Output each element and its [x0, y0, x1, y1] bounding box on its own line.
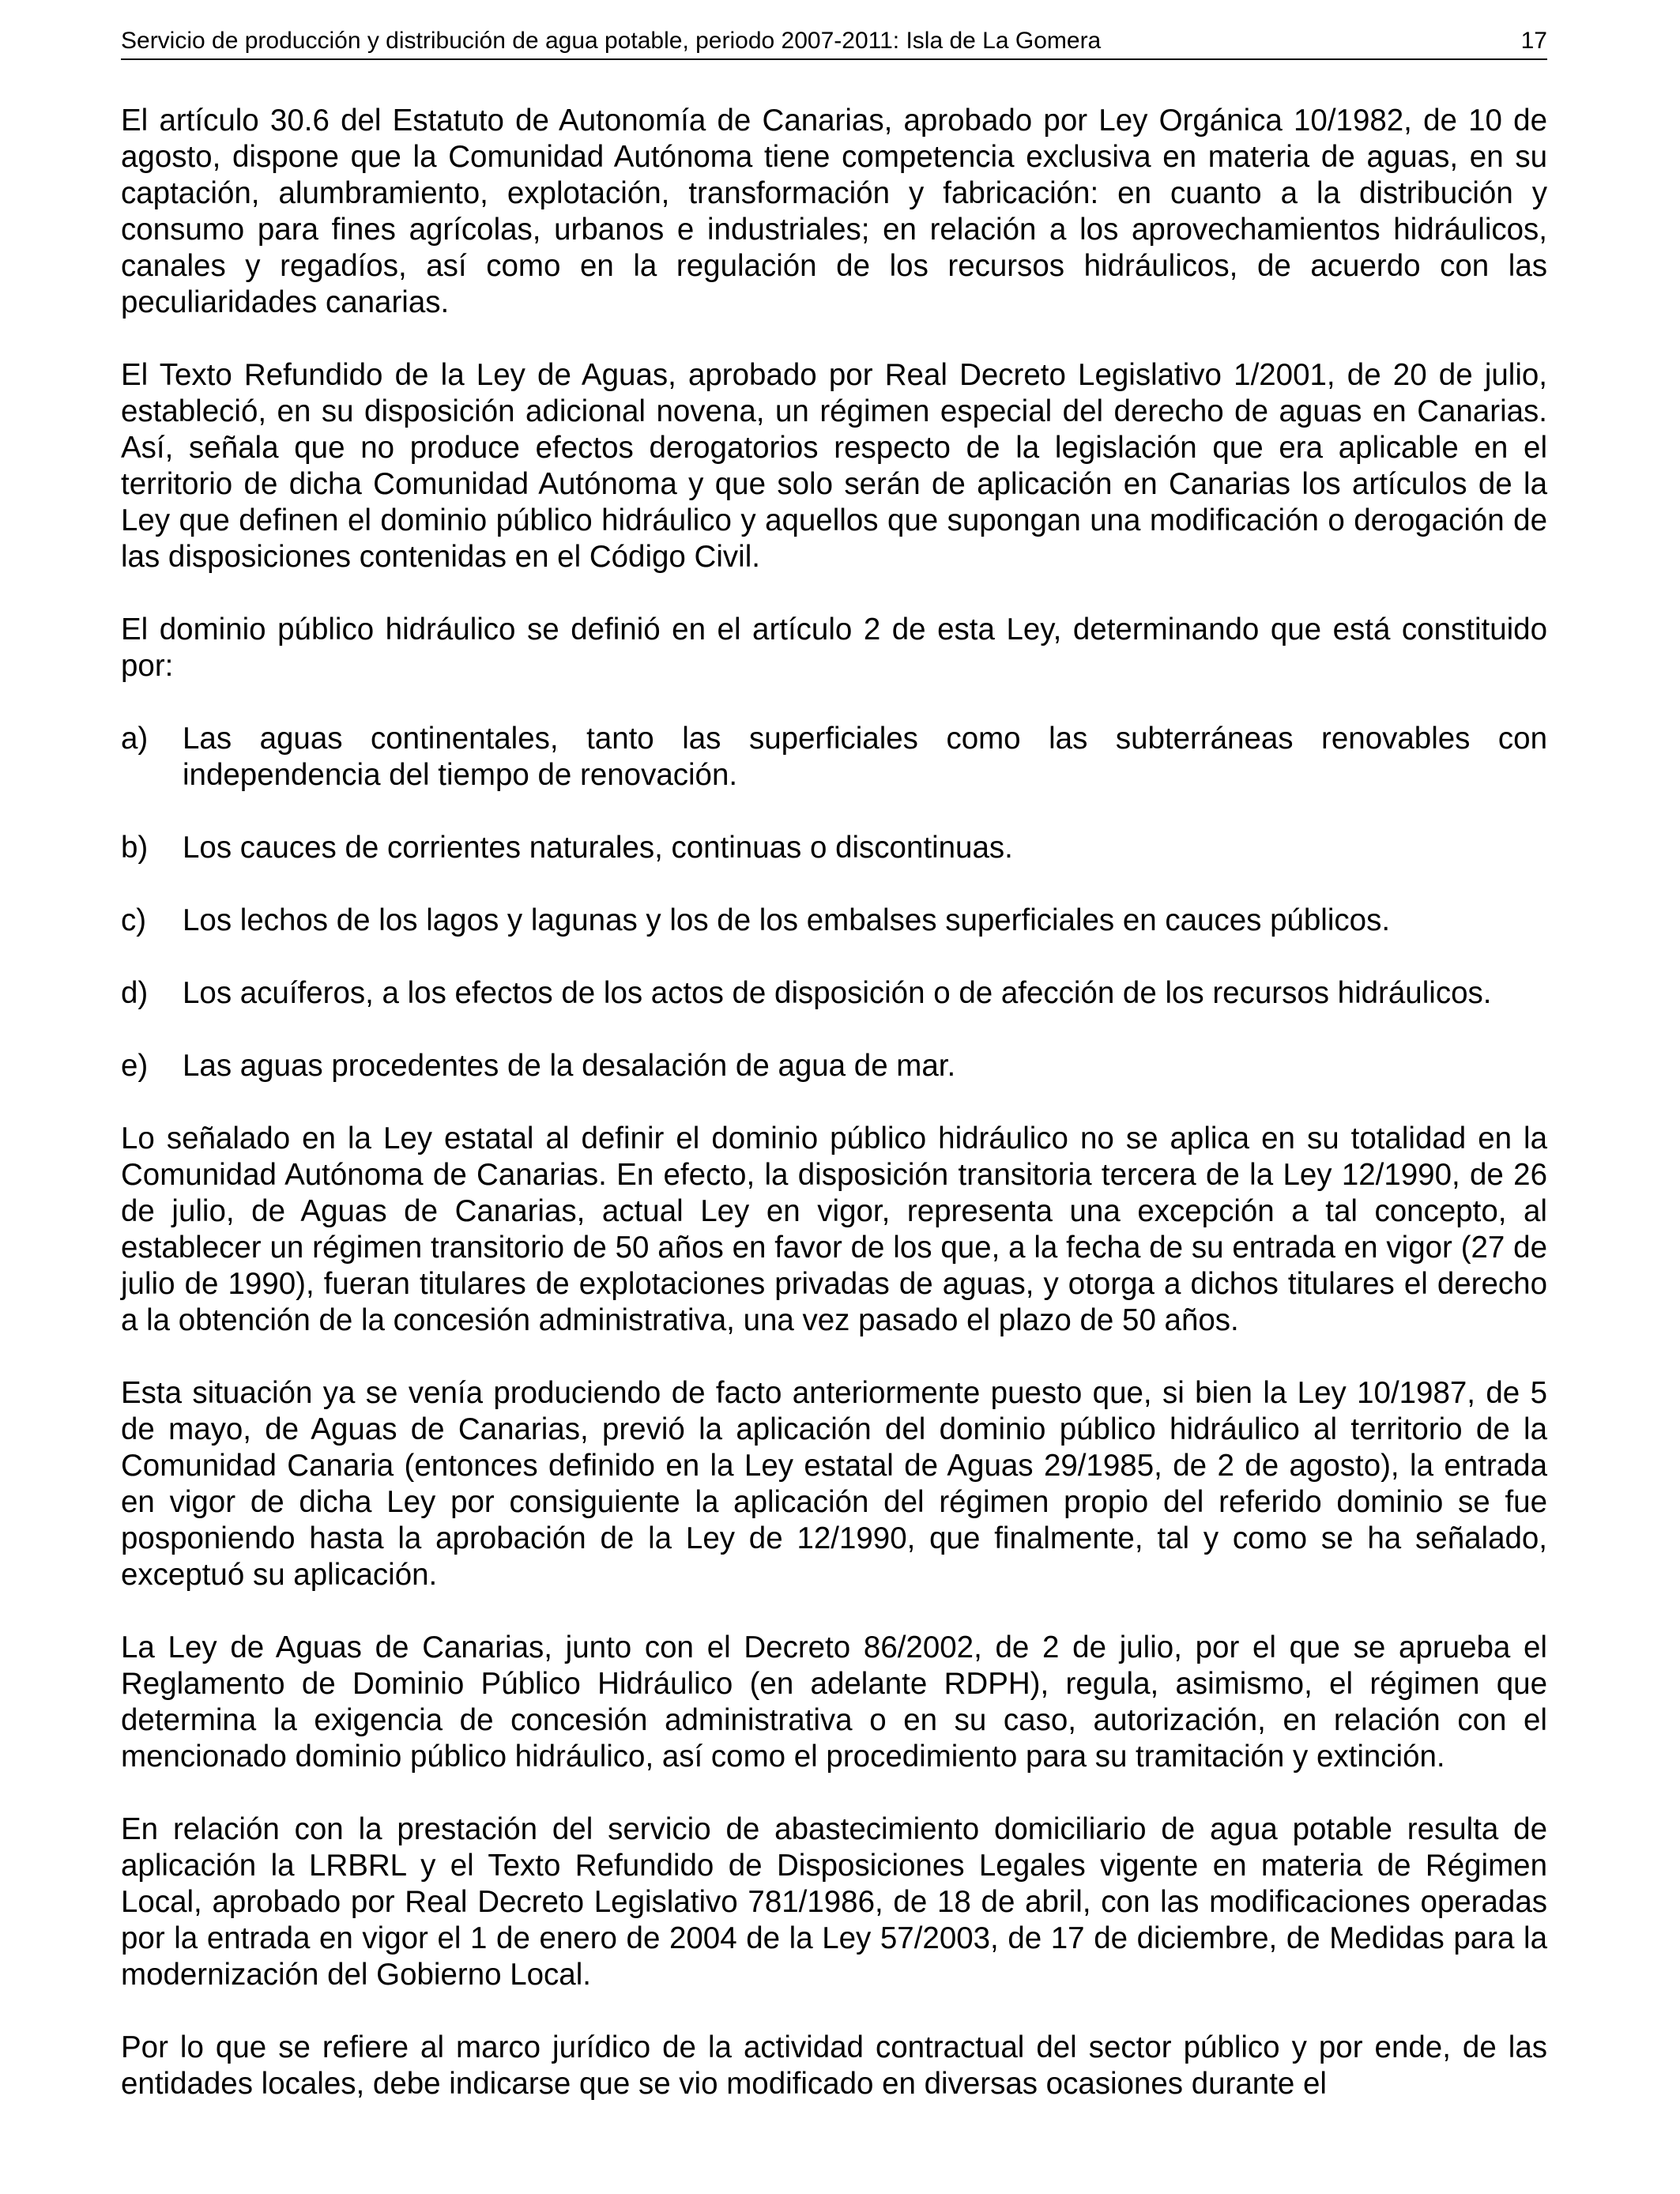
list-item	[121, 830, 1547, 866]
paragraph-estatuto: El artículo 30.6 del Estatuto de Autonomía de Canarias, aprobado por Ley Orgánica 10/1982, de 10 de agosto, dispone que la Comunidad Autónoma tiene competencia exclusiva en materia de aguas, en su captación, alumbramiento, explotación, transformación y fabricación: en cuanto a la distribución y consumo para fines agrícolas, urbanos e industriales; en relación a los aprovechamientos hidráulicos, canales y regadíos, así como en la regulación de los recursos hidráulicos, de acuerdo con las peculiaridades canarias.	[121, 104, 1547, 319]
paragraph-rdph: La Ley de Aguas de Canarias, junto con el Decreto 86/2002, de 2 de julio, por el que se aprueba el Reglamento de Dominio Público Hidráulico (en adelante RDPH), regula, asimismo, el régimen que determina la exigencia de concesión administrativa o en su caso, autorización, en relación con el mencionado dominio público hidráulico, así como el procedimiento para su tramitación y extinción.	[121, 1630, 1547, 1774]
paragraph-texto-refundido: El Texto Refundido de la Ley de Aguas, aprobado por Real Decreto Legislativo 1/2001, de 20 de julio, estableció, en su disposición adicional novena, un régimen especial del derecho de aguas en Canarias. Así, señala que no produce efectos derogatorios respecto de la legislación que era aplicable en el territorio de dicha Comunidad Autónoma y que solo serán de aplicación en Canarias los artículos de la Ley que definen el dominio público hidráulico y aquellos que supongan una modificación o derogación de las disposiciones contenidas en el Código Civil.	[121, 358, 1547, 574]
page-number: 17	[1520, 28, 1547, 54]
list-marker: c)	[121, 903, 147, 937]
list-item-text: Las aguas procedentes de la desalación de agua de mar.	[183, 1049, 956, 1083]
list-item-text: Los lechos de los lagos y lagunas y los de los embalses superficiales en cauces públicos.	[183, 903, 1391, 937]
paragraph-dominio-publico: El dominio público hidráulico se definió en el artículo 2 de esta Ley, determinando que está constituido por:	[121, 613, 1547, 683]
paragraph-situacion-de-facto: Esta situación ya se venía produciendo de facto anteriormente puesto que, si bien la Ley 10/1987, de 5 de mayo, de Aguas de Canarias, previó la aplicación del dominio público hidráulico al territorio de la Comunidad Canaria (entonces definido en la Ley estatal de Aguas 29/1985, de 2 de agosto), la entrada en vigor de dicha Ley por consiguiente la aplicación del régimen propio del referido dominio se fue posponiendo hasta la aprobación de la Ley de 12/1990, que finalmente, tal y como se ha señalado, exceptuó su aplicación.	[121, 1376, 1547, 1592]
list-item	[121, 903, 1547, 939]
list-item-text: Los cauces de corrientes naturales, continuas o discontinuas.	[183, 831, 1013, 865]
list-item-text: Los acuíferos, a los efectos de los actos de disposición o de afección de los recursos hidráulicos.	[183, 976, 1492, 1010]
list-item-text: Las aguas continentales, tanto las superficiales como las subterráneas renovables con independencia del tiempo de renovación.	[183, 722, 1547, 792]
document-body	[121, 103, 1547, 2139]
running-title: Servicio de producción y distribución de agua potable, periodo 2007-2011: Isla de La Gomera	[121, 28, 1102, 54]
paragraph-ley-estatal: Lo señalado en la Ley estatal al definir el dominio público hidráulico no se aplica en su totalidad en la Comunidad Autónoma de Canarias. En efecto, la disposición transitoria tercera de la Ley 12/1990, de 26 de julio, de Aguas de Canarias, actual Ley en vigor, representa una excepción a tal concepto, al establecer un régimen transitorio de 50 años en favor de los que, a la fecha de su entrada en vigor (27 de julio de 1990), fueran titulares de explotaciones privadas de aguas, y otorga a dichos titulares el derecho a la obtención de la concesión administrativa, una vez pasado el plazo de 50 años.	[121, 1122, 1547, 1337]
paragraph-abastecimiento: En relación con la prestación del servicio de abastecimiento domiciliario de agua potable resulta de aplicación la LRBRL y el Texto Refundido de Disposiciones Legales vigente en materia de Régimen Local, aprobado por Real Decreto Legislativo 781/1986, de 18 de abril, con las modificaciones operadas por la entrada en vigor el 1 de enero de 2004 de la Ley 57/2003, de 17 de diciembre, de Medidas para la modernización del Gobierno Local.	[121, 1812, 1547, 1992]
list-marker: b)	[121, 831, 149, 865]
page-header	[121, 24, 1547, 60]
dominio-publico-list	[121, 721, 1547, 1084]
paragraph-marco-contractual: Por lo que se refiere al marco jurídico de la actividad contractual del sector público y por ende, de las entidades locales, debe indicarse que se vio modificado en diversas ocasiones durante el	[121, 2030, 1547, 2101]
list-item	[121, 1048, 1547, 1084]
list-item	[121, 975, 1547, 1012]
list-marker: e)	[121, 1049, 149, 1083]
list-item	[121, 721, 1547, 794]
list-marker: d)	[121, 976, 149, 1010]
list-marker: a)	[121, 722, 149, 756]
